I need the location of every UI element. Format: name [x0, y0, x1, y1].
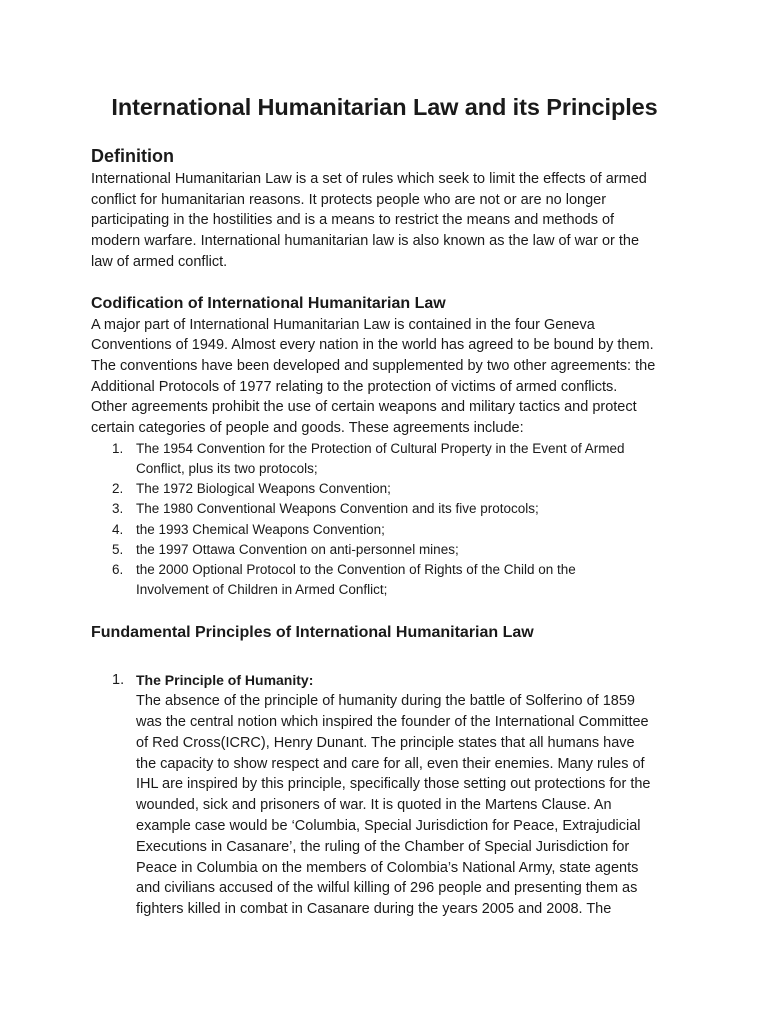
list-number: 1. [112, 672, 125, 689]
text-line: and civilians accused of the wilful killing of 296 people and presenting them as [136, 880, 638, 897]
text-line: the 1997 Ottawa Convention on anti-personnel mines; [136, 541, 459, 557]
list-number: 2. [112, 481, 124, 497]
text-line: Additional Protocols of 1977 relating to the protection of victims of armed conflicts. [91, 378, 618, 395]
list-number: 3. [112, 501, 124, 517]
text-line: modern warfare. International humanitarian law is also known as the law of war or the [91, 233, 640, 250]
list-number: 6. [112, 561, 124, 577]
text-line: The conventions have been developed and supplemented by two other agreements: the [91, 357, 656, 374]
list-item [91, 520, 678, 540]
text-line: Conventions of 1949. Almost every nation in the world has agreed to be bound by them. [91, 337, 654, 354]
list-item [91, 479, 678, 499]
definition-paragraph [91, 169, 678, 273]
list-item [91, 439, 678, 479]
text-line: example case would be ‘Columbia, Special Jurisdiction for Peace, Extrajudicial [136, 817, 641, 834]
text-line: the 2000 Optional Protocol to the Convention of Rights of the Child on the [136, 561, 576, 577]
text-line: Other agreements prohibit the use of certain weapons and military tactics and protect [91, 399, 637, 416]
text-line: Conflict, plus its two protocols; [136, 460, 318, 476]
text-line: Peace in Columbia on the members of Colombia’s National Army, state agents [136, 859, 639, 876]
text-line: certain categories of people and goods. These agreements include: [91, 420, 524, 437]
text-line: participating in the hostilities and is a means to restrict the means and methods of [91, 212, 615, 229]
principle-item [91, 670, 678, 920]
text-line: fighters killed in combat in Casanare during the years 2005 and 2008. The [136, 901, 612, 918]
agreements-list [91, 439, 678, 601]
text-line: A major part of International Humanitarian Law is contained in the four Geneva [91, 316, 595, 333]
text-line: Executions in Casanare’, the ruling of the Chamber of Special Jurisdiction for [136, 838, 630, 855]
codification-paragraph [91, 315, 678, 439]
text-line: the 1993 Chemical Weapons Convention; [136, 521, 385, 537]
text-line: of Red Cross(ICRC), Henry Dunant. The principle states that all humans have [136, 734, 635, 751]
text-line: law of armed conflict. [91, 253, 228, 270]
definition-heading: Definition [91, 146, 174, 166]
text-line: The absence of the principle of humanity during the battle of Solferino of 1859 [136, 693, 635, 710]
text-line: The 1972 Biological Weapons Convention; [136, 481, 391, 497]
text-line: The 1954 Convention for the Protection of Cultural Property in the Event of Armed [136, 440, 625, 456]
list-number: 4. [112, 521, 124, 537]
document-title: International Humanitarian Law and its Principles [111, 94, 658, 120]
principles-heading: Fundamental Principles of International Humanitarian Law [91, 624, 534, 642]
text-line: was the central notion which inspired the founder of the International Committee [136, 713, 649, 730]
text-line: International Humanitarian Law is a set of rules which seek to limit the effects of armed [91, 171, 647, 187]
list-item [91, 499, 678, 519]
text-line: IHL are inspired by this principle, specifically those setting out protections for the [136, 776, 651, 793]
list-item [91, 540, 678, 560]
list-item [91, 560, 678, 600]
text-line: Involvement of Children in Armed Conflict; [136, 582, 388, 598]
list-number: 1. [112, 440, 124, 456]
principle-heading: The Principle of Humanity: [136, 672, 314, 689]
text-line: the capacity to show respect and care for all, even their enemies. Many rules of [136, 755, 645, 772]
list-number: 5. [112, 541, 124, 557]
codification-heading: Codification of International Humanitarian Law [91, 294, 446, 312]
text-line: conflict for humanitarian reasons. It protects people who are not or are no longer [91, 191, 607, 208]
text-line: wounded, sick and prisoners of war. It is quoted in the Martens Clause. An [136, 797, 612, 814]
text-line: The 1980 Conventional Weapons Convention and its five protocols; [136, 501, 539, 517]
